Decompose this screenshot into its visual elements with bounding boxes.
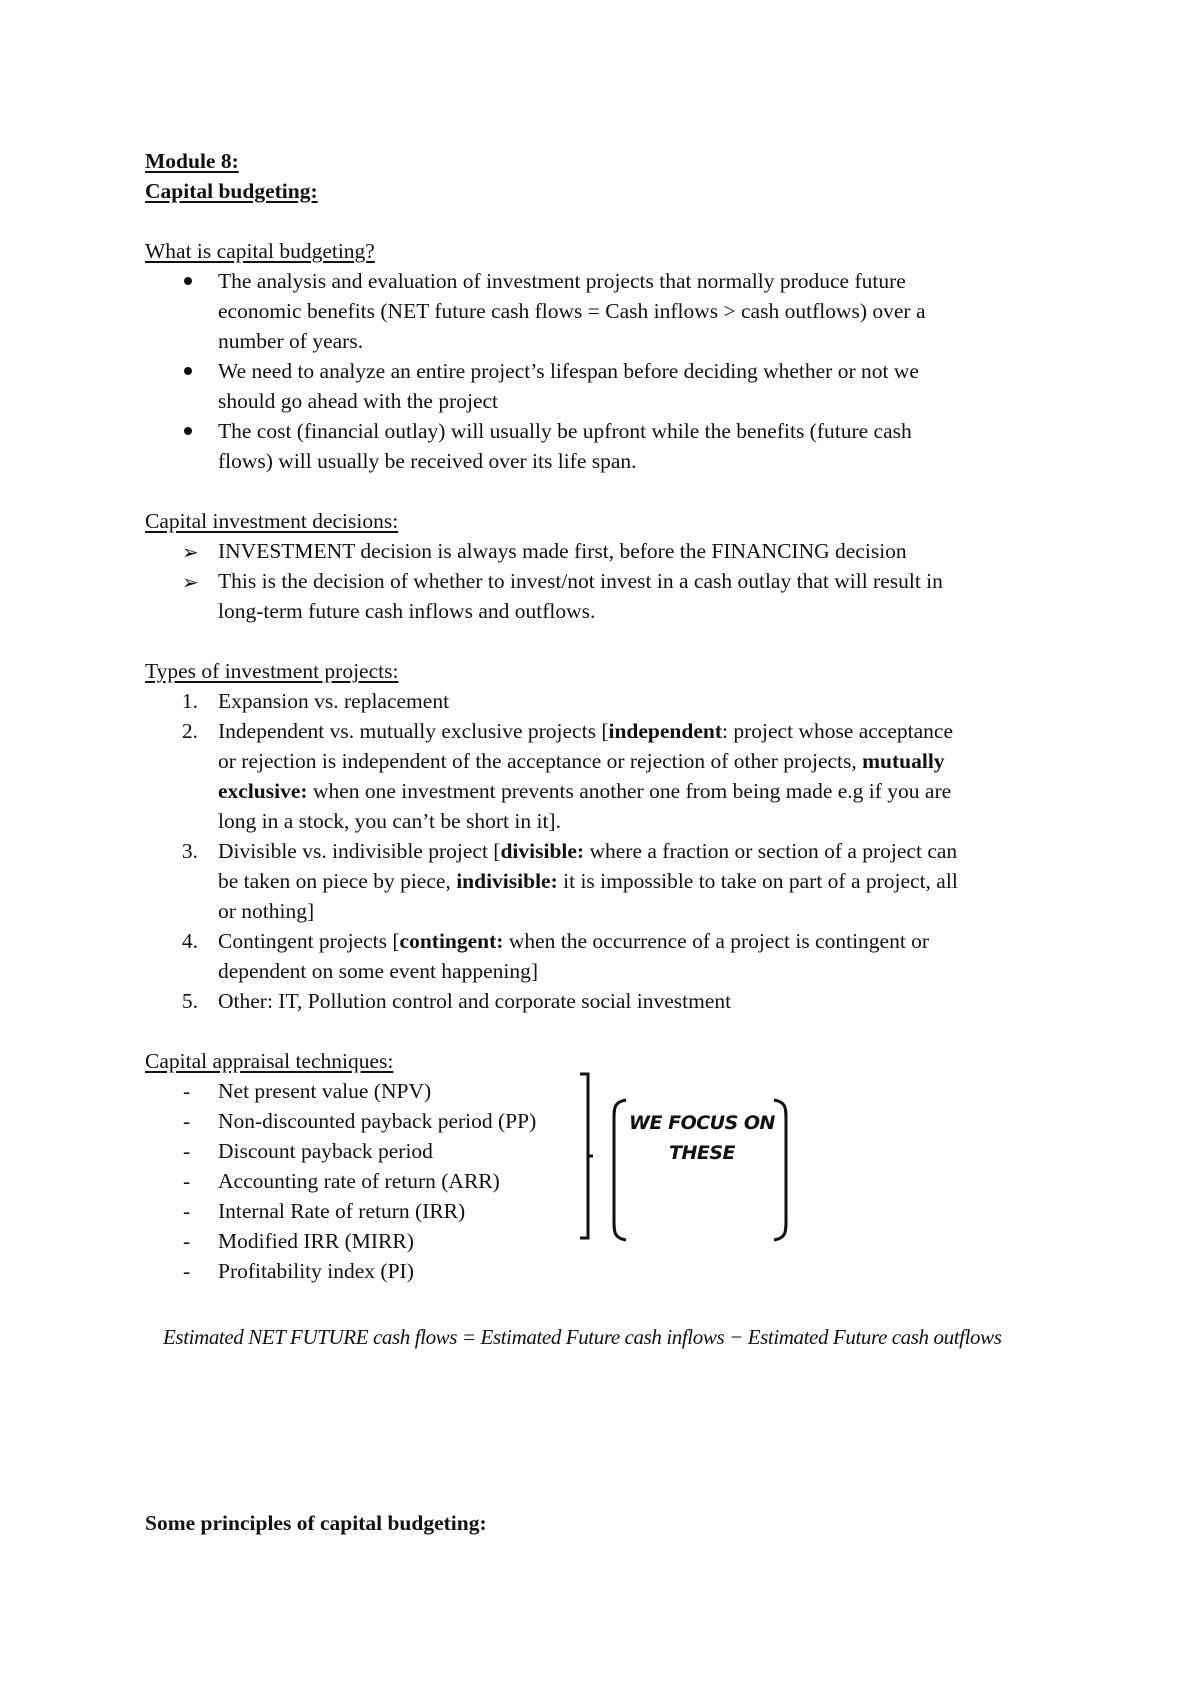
list-number: 4. — [181, 929, 198, 953]
technique-irr: Internal Rate of return (IRR) — [218, 1199, 466, 1223]
decision-2-line-1: This is the decision of whether to invest/not invest in a cash outlay that will result in — [218, 569, 943, 593]
decision-2-line-2: long-term future cash inflows and outflows. — [218, 599, 596, 623]
section-title: Capital budgeting: — [145, 179, 318, 203]
bullet-1-line-2: economic benefits (NET future cash flows = Cash inflows > cash outflows) over a — [218, 299, 926, 323]
decisions-heading: Capital investment decisions: — [145, 509, 399, 533]
focus-note-line-1: WE FOCUS ON — [629, 1112, 775, 1134]
technique-npv: Net present value (NPV) — [218, 1079, 432, 1103]
type-4-line-1: Contingent projects [contingent: when the occurrence of a project is contingent or — [218, 929, 930, 953]
principles-heading: Some principles of capital budgeting: — [145, 1511, 487, 1535]
type-2-line-4: long in a stock, you can’t be short in it]. — [218, 809, 561, 833]
module-title: Module 8: — [145, 149, 239, 173]
type-4-line-2: dependent on some event happening] — [218, 959, 539, 983]
bullet-2-line-1: We need to analyze an entire project’s lifespan before deciding whether or not we — [218, 359, 919, 383]
type-3-line-1: Divisible vs. indivisible project [divisible: where a fraction or section of a project can — [218, 839, 958, 863]
arrow-bullet-icon: ➢ — [182, 570, 199, 594]
list-number: 3. — [181, 839, 198, 863]
technique-pi: Profitability index (PI) — [218, 1259, 414, 1283]
dash-bullet: - — [183, 1199, 191, 1223]
technique-pp: Non-discounted payback period (PP) — [218, 1109, 537, 1133]
type-3-line-2: be taken on piece by piece, indivisible: it is impossible to take on part of a project, all — [218, 869, 958, 893]
what-is-heading: What is capital budgeting? — [145, 239, 375, 263]
dash-bullet: - — [183, 1259, 191, 1283]
dash-bullet: - — [183, 1169, 191, 1193]
technique-arr: Accounting rate of return (ARR) — [218, 1169, 500, 1193]
type-3-line-3: or nothing] — [218, 899, 315, 923]
dash-bullet: - — [183, 1079, 191, 1103]
technique-dpp: Discount payback period — [218, 1139, 433, 1163]
bullet-2-line-2: should go ahead with the project — [218, 389, 499, 413]
bullet-icon — [184, 427, 192, 435]
bullet-1-line-3: number of years. — [218, 329, 364, 353]
type-2-line-1: Independent vs. mutually exclusive projects [independent: project whose acceptance — [218, 719, 953, 743]
dash-bullet: - — [183, 1139, 191, 1163]
dash-bullet: - — [183, 1109, 191, 1133]
bullet-3-line-2: flows) will usually be received over its life span. — [218, 449, 637, 473]
types-heading: Types of investment projects: — [145, 659, 399, 683]
list-number: 1. — [181, 689, 198, 713]
appraisal-heading: Capital appraisal techniques: — [145, 1049, 394, 1073]
focus-note-line-2: THESE — [668, 1142, 735, 1164]
type-1: Expansion vs. replacement — [218, 689, 450, 713]
list-number: 2. — [181, 719, 198, 743]
type-2-line-3: exclusive: when one investment prevents another one from being made e.g if you are — [218, 779, 952, 803]
net-cash-flow-formula: Estimated NET FUTURE cash flows = Estimated Future cash inflows − Estimated Future cash outflows — [163, 1325, 1002, 1349]
bullet-icon — [184, 277, 192, 285]
type-2-line-2: or rejection is independent of the acceptance or rejection of other projects, mutually — [218, 749, 945, 773]
dash-bullet: - — [183, 1229, 191, 1253]
list-number: 5. — [181, 989, 198, 1013]
technique-mirr: Modified IRR (MIRR) — [218, 1229, 414, 1253]
bullet-icon — [184, 367, 192, 375]
decision-1-line-1: INVESTMENT decision is always made first, before the FINANCING decision — [218, 539, 907, 563]
bullet-3-line-1: The cost (financial outlay) will usually be upfront while the benefits (future cash — [218, 419, 912, 443]
bullet-1-line-1: The analysis and evaluation of investment projects that normally produce future — [218, 269, 906, 293]
arrow-bullet-icon: ➢ — [182, 540, 199, 564]
type-5: Other: IT, Pollution control and corporate social investment — [218, 989, 732, 1013]
